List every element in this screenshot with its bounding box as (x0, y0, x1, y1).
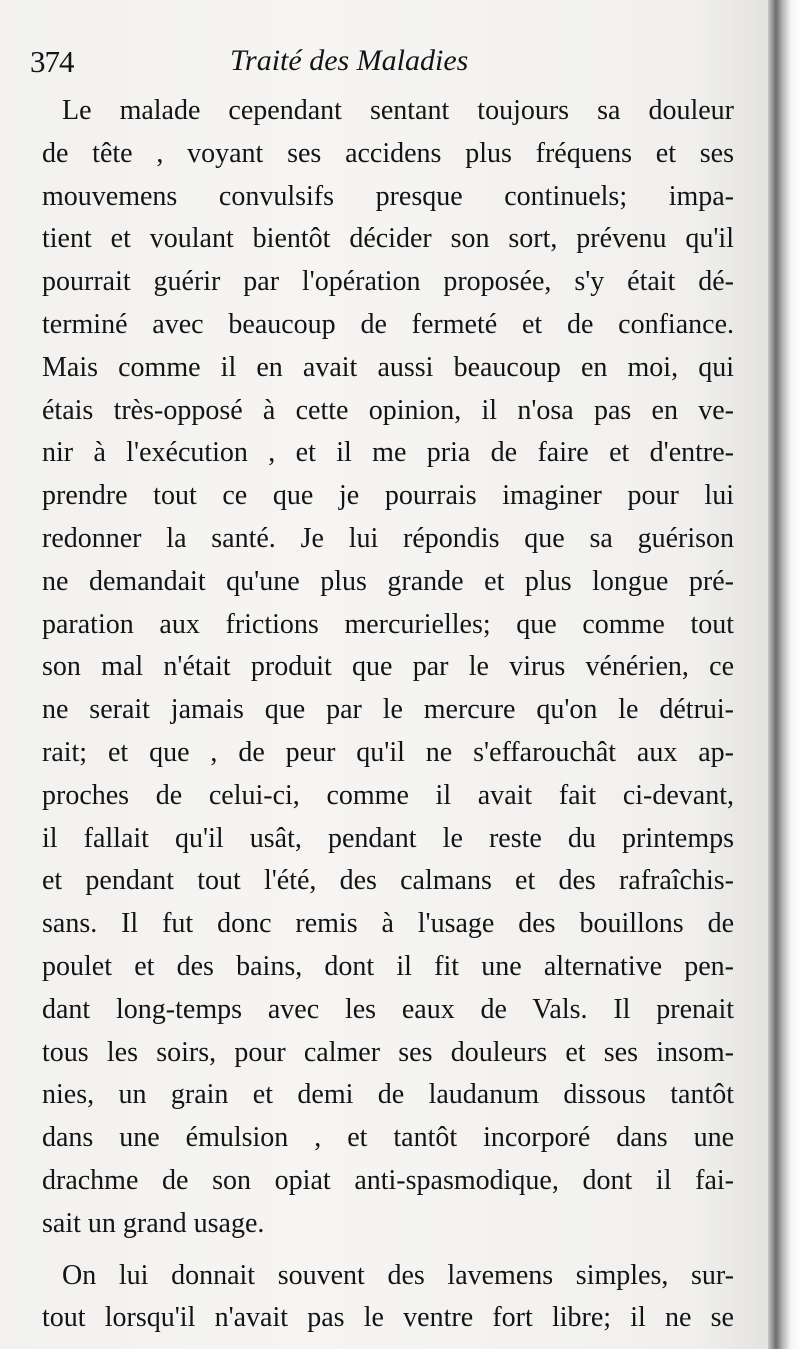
text-line: sait un grand usage. (42, 1207, 265, 1239)
text-line: et pendant tout l'été, des calmans et des rafraîchis- (42, 865, 734, 897)
text-line: ne demandait qu'une plus grande et plus longue pré- (42, 565, 734, 597)
text-line: redonner la santé. Je lui répondis que sa guérison (42, 522, 734, 554)
text-line: Mais comme il en avait aussi beaucoup en moi, qui (42, 351, 734, 383)
page-edge (768, 0, 800, 1349)
text-line: tout lorsqu'il n'avait pas le ventre fort libre; il ne se (42, 1302, 734, 1334)
text-line: nir à l'exécution , et il me pria de faire et d'entre- (42, 437, 734, 469)
running-title: Traité des Maladies (230, 44, 469, 77)
text-line: On lui donnait souvent des lavemens simples, sur- (62, 1259, 734, 1291)
text-line: étais très-opposé à cette opinion, il n'osa pas en ve- (42, 394, 734, 426)
body-text (42, 90, 734, 1340)
text-line: prendre tout ce que je pourrais imaginer pour lui (42, 480, 734, 512)
text-line: rait; et que , de peur qu'il ne s'effarouchât aux ap- (42, 736, 734, 768)
text-line: mouvemens convulsifs presque continuels; impa- (42, 180, 734, 212)
paragraph-1 (42, 90, 734, 1246)
text-line: drachme de son opiat anti-spasmodique, dont il fai- (42, 1164, 734, 1196)
text-line: tous les soirs, pour calmer ses douleurs et ses insom- (42, 1036, 734, 1068)
text-line: proches de celui-ci, comme il avait fait ci-devant, (42, 779, 734, 811)
text-line: tient et voulant bientôt décider son sort, prévenu qu'il (42, 223, 734, 255)
text-line: nies, un grain et demi de laudanum dissous tantôt (42, 1079, 734, 1111)
page-header (30, 44, 730, 84)
text-line: terminé avec beaucoup de fermeté et de confiance. (42, 308, 734, 340)
text-line: dant long-temps avec les eaux de Vals. Il prenait (42, 993, 734, 1025)
text-line: paration aux frictions mercurielles; que comme tout (42, 608, 734, 640)
text-line: ne serait jamais que par le mercure qu'on le détrui- (42, 694, 734, 726)
text-line: pourrait guérir par l'opération proposée, s'y était dé- (42, 266, 734, 298)
page-number: 374 (30, 44, 74, 79)
text-line: poulet et des bains, dont il fit une alternative pen- (42, 950, 734, 982)
text-line: sans. Il fut donc remis à l'usage des bouillons de (42, 908, 734, 940)
text-line: dans une émulsion , et tantôt incorporé dans une (42, 1122, 734, 1154)
text-line: il fallait qu'il usât, pendant le reste du printemps (42, 822, 734, 854)
text-line: Le malade cependant sentant toujours sa douleur (62, 95, 734, 126)
text-line: son mal n'était produit que par le virus vénérien, ce (42, 651, 734, 683)
text-line: de tête , voyant ses accidens plus fréquens et ses (42, 137, 734, 169)
paragraph-2 (42, 1255, 734, 1341)
